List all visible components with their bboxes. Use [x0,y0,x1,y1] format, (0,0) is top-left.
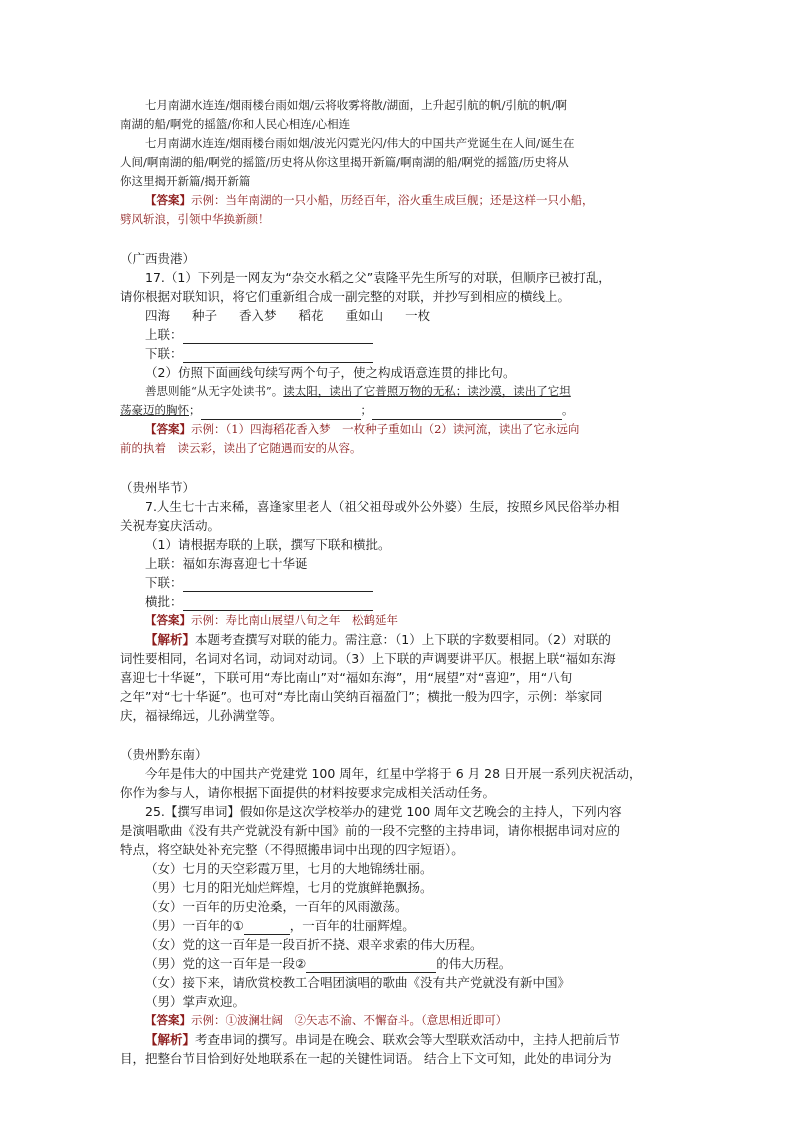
upper-couplet-label: 上联： [145,327,183,342]
lower-couplet-label: 下联： [145,575,183,590]
answer-line [120,191,680,210]
answer-tag: 【答案】 [145,613,191,627]
answer-line [120,1011,680,1030]
example-sep: ； [189,403,201,417]
answer-text: 示例：①波澜壮阔 ②矢志不渝、不懈奋斗。（意思相近即可） [191,1013,508,1027]
upper-couplet-line [120,325,680,344]
lower-couplet-label: 下联： [145,346,183,361]
imitation-blank-2[interactable] [372,405,562,420]
lyrics-line: 七月南湖水连连/烟雨楼台雨如烟/波光闪霓光闪/伟大的中国共产党诞生在人间/诞生在 [145,136,575,150]
example-end: 。 [562,403,574,417]
answer-tag: 【答案】 [145,422,191,436]
analysis-line: 目，把整台节目恰到好处地联系在一起的关键性词语。 结合上下文可知，此处的串词分为 [120,1051,612,1066]
dialogue-line: （女）党的这一百年是一段百折不挠、艰辛求索的伟大历程。 [145,937,483,952]
word-item: 重如山 [345,308,384,323]
word-item: 种子 [192,308,218,323]
dialogue-line: （女）一百年的历史沧桑，一百年的风雨激荡。 [145,899,408,914]
dialogue-text: ，一百年的壮丽辉煌。 [289,918,415,933]
answer-text: 示例：寿比南山展望八旬之年 松鹤延年 [191,613,398,627]
dialogue-text: （男）一百年的① [145,918,244,933]
source-label: （贵州黔东南） [120,747,208,762]
dialogue-text: 的伟大历程。 [436,956,512,971]
dialogue-line: （男）掌声欢迎。 [145,994,246,1009]
upper-couplet-blank[interactable] [183,329,373,344]
analysis-line: 之年”对“七十华诞”。也可对“寿比南山笑纳百福盈门”；横批一般为四字，示例：举家同 [120,689,603,704]
question-text: 请你根据对联知识，将它们重新组合成一副完整的对联，并抄写到相应的横线上。 [120,289,571,304]
lyrics-block [120,96,680,229]
word-item: 稻花 [298,308,324,323]
lower-couplet-line [120,344,680,363]
analysis-line [120,1030,680,1049]
question-text: （2）仿照下面画线句续写两个句子，使之构成语意连贯的排比句。 [145,365,516,380]
analysis-text: 本题考查撰写对联的能力。需注意：（1）上下联的字数要相同。（2）对联的 [195,632,611,647]
example-underlined: 荡豪迈的胸怀 [120,403,189,417]
intro-text: 你作为参与人，请你根据下面提供的材料按要求完成相关活动任务。 [120,785,496,800]
question-text: 17.（1）下列是一网友为“杂交水稻之父”袁隆平先生所写的对联，但顺序已被打乱， [145,270,611,285]
source-label: （广西贵港） [120,251,196,266]
section-qiandongnan [120,745,680,1068]
question-text: （1）请根据寿联的上联，撰写下联和横批。 [145,537,391,552]
analysis-line: 喜迎七十华诞”，下联可用“寿比南山”对“福如东海”，用“展望”对“喜迎”，用“八旬 [120,670,573,685]
analysis-line [120,630,680,649]
analysis-line: 词性要相同，名词对名词，动词对动词。（3）上下联的声调要讲平仄。根据上联“福如东海 [120,651,616,666]
dialogue-line: （女）接下来，请欣赏校教工合唱团演唱的歌曲《没有共产党就没有新中国》 [145,975,571,990]
lower-couplet-line [120,573,680,592]
answer-line [120,611,680,630]
answer-text: 示例：（1）四海稻花香入梦 一枚种子重如山（2）读河流，读出了它永远向 [191,422,580,436]
imitation-blank-1[interactable] [201,405,361,420]
word-item: 四海 [145,308,171,323]
answer-line: 前的执着 读云彩，读出了它随遇而安的从容。 [120,441,362,455]
question-text: 关祝寿宴庆活动。 [120,518,221,533]
example-sep: ； [360,403,372,417]
analysis-tag: 【解析】 [145,1032,196,1047]
analysis-tag: 【解析】 [145,632,196,647]
dialogue-line [120,954,680,973]
lyrics-line: 南湖的船/啊党的摇篮/你和人民心相连/心相连 [120,117,351,131]
question-text: 特点，将空缺处补充完整（不得照搬串词中出现的四字短语）。 [120,842,464,857]
word-item: 一枚 [405,308,431,323]
lyrics-line: 人间/啊南湖的船/啊党的摇篮/历史将从你这里揭开新篇/啊南湖的船/啊党的摇篮/历史将从 [120,155,569,169]
section-guigang [120,249,680,458]
question-text: 7.人生七十古来稀，喜逢家里老人（祖父祖母或外公外婆）生辰，按照乡风民俗举办相 [145,499,620,514]
answer-tag: 【答案】 [145,193,191,207]
section-bijie [120,478,680,725]
lyrics-line: 你这里揭开新篇/揭开新篇 [120,174,251,188]
horizontal-scroll-blank[interactable] [183,596,373,611]
dialogue-line: （男）七月的阳光灿烂辉煌，七月的党旗鲜艳飘扬。 [145,880,433,895]
analysis-line: 庆，福禄绵远，儿孙满堂等。 [120,708,283,723]
answer-line [120,420,680,439]
example-underlined: 读太阳，读出了它普照万物的无私；读沙漠，读出了它坦 [283,384,571,398]
analysis-text: 考查串词的撰写。串词是在晚会、联欢会等大型联欢活动中，主持人把前后节 [195,1032,621,1047]
horizontal-scroll-label: 横批： [145,594,183,609]
answer-blank-2[interactable] [306,958,436,973]
source-label: （贵州毕节） [120,480,196,495]
question-text: 25.【撰写串词】假如你是这次学校举办的建党 100 周年文艺晚会的主持人，下列内容 [145,804,622,819]
answer-text: 示例：当年南湖的一只小船，历经百年，浴火重生成巨舰；还是这样一只小船， [191,193,594,207]
document-page [120,96,680,1068]
answer-line: 劈风斩浪，引领中华换新颜！ [120,212,270,226]
dialogue-line [120,916,680,935]
dialogue-line: （女）七月的天空彩霞万里，七月的大地锦绣壮丽。 [145,861,433,876]
dialogue-text: （男）党的这一百年是一段② [145,956,307,971]
question-text: 是演唱歌曲《没有共产党就没有新中国》前的一段不完整的主持串词，请你根据串词对应的 [120,823,621,838]
lower-couplet-blank[interactable] [183,348,373,363]
word-item: 香入梦 [239,308,277,323]
example-lead: 善思则能“从无字处读书”。 [145,384,284,398]
lower-couplet-blank[interactable] [183,577,373,592]
example-line [120,401,680,420]
horizontal-scroll-line [120,592,680,611]
answer-tag: 【答案】 [145,1013,191,1027]
example-line [120,382,680,401]
word-list [120,306,680,325]
upper-couplet-line: 上联：福如东海喜迎七十华诞 [145,556,308,571]
intro-text: 今年是伟大的中国共产党建党 100 周年，红星中学将于 6 月 28 日开展一系列庆祝活动， [145,766,642,781]
answer-blank-1[interactable] [244,920,290,935]
lyrics-line: 七月南湖水连连/烟雨楼台雨如烟/云将收雾将散/湖面，上升起引航的帆/引航的帆/啊 [145,98,567,112]
